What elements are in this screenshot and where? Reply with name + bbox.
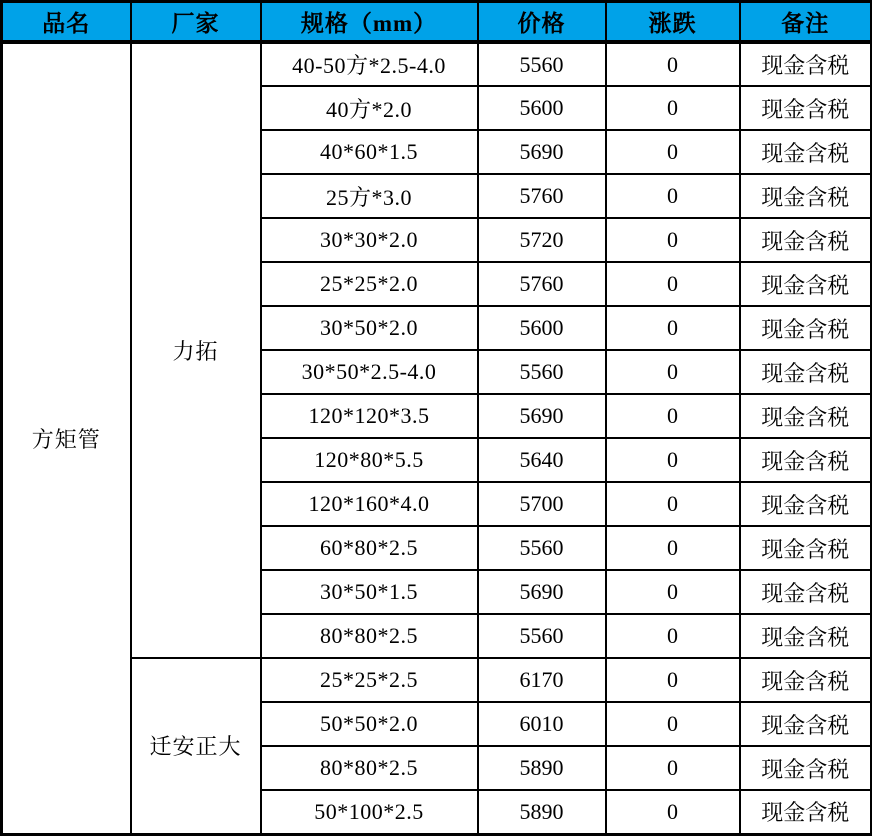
cell-change: 0 xyxy=(606,702,740,746)
cell-note: 现金含税 xyxy=(740,526,872,570)
cell-spec: 80*80*2.5 xyxy=(261,746,478,790)
cell-change: 0 xyxy=(606,350,740,394)
cell-note: 现金含税 xyxy=(740,350,872,394)
col-header-product: 品名 xyxy=(2,2,131,43)
col-header-note: 备注 xyxy=(740,2,872,43)
cell-price: 5600 xyxy=(478,86,606,130)
col-header-price: 价格 xyxy=(478,2,606,43)
cell-note: 现金含税 xyxy=(740,702,872,746)
cell-change: 0 xyxy=(606,570,740,614)
cell-price: 5690 xyxy=(478,570,606,614)
cell-change: 0 xyxy=(606,42,740,86)
cell-note: 现金含税 xyxy=(740,86,872,130)
cell-price: 5720 xyxy=(478,218,606,262)
cell-product: 方矩管 xyxy=(2,42,131,834)
cell-change: 0 xyxy=(606,614,740,658)
cell-manufacturer-qiananzhengda: 迁安正大 xyxy=(131,658,261,834)
cell-change: 0 xyxy=(606,438,740,482)
cell-note: 现金含税 xyxy=(740,42,872,86)
cell-price: 5560 xyxy=(478,350,606,394)
cell-price: 5700 xyxy=(478,482,606,526)
cell-change: 0 xyxy=(606,746,740,790)
cell-spec: 25*25*2.5 xyxy=(261,658,478,702)
cell-note: 现金含税 xyxy=(740,790,872,834)
cell-price: 5560 xyxy=(478,526,606,570)
cell-note: 现金含税 xyxy=(740,262,872,306)
cell-change: 0 xyxy=(606,658,740,702)
cell-spec: 30*50*2.0 xyxy=(261,306,478,350)
cell-note: 现金含税 xyxy=(740,746,872,790)
cell-spec: 120*160*4.0 xyxy=(261,482,478,526)
cell-price: 5890 xyxy=(478,790,606,834)
cell-price: 5560 xyxy=(478,614,606,658)
cell-spec: 60*80*2.5 xyxy=(261,526,478,570)
table-row xyxy=(2,42,872,86)
cell-change: 0 xyxy=(606,526,740,570)
cell-change: 0 xyxy=(606,790,740,834)
cell-spec: 40方*2.0 xyxy=(261,86,478,130)
cell-change: 0 xyxy=(606,130,740,174)
cell-note: 现金含税 xyxy=(740,482,872,526)
cell-spec: 30*50*1.5 xyxy=(261,570,478,614)
col-header-spec: 规格（mm） xyxy=(261,2,478,43)
cell-price: 5640 xyxy=(478,438,606,482)
cell-change: 0 xyxy=(606,86,740,130)
cell-change: 0 xyxy=(606,306,740,350)
cell-change: 0 xyxy=(606,218,740,262)
col-header-manufacturer: 厂家 xyxy=(131,2,261,43)
cell-spec: 40*60*1.5 xyxy=(261,130,478,174)
cell-spec: 25*25*2.0 xyxy=(261,262,478,306)
cell-price: 5760 xyxy=(478,262,606,306)
cell-spec: 30*50*2.5-4.0 xyxy=(261,350,478,394)
cell-note: 现金含税 xyxy=(740,438,872,482)
cell-price: 6170 xyxy=(478,658,606,702)
table-row xyxy=(2,658,872,702)
cell-manufacturer-litu: 力拓 xyxy=(131,42,261,658)
table-header-row xyxy=(2,2,872,43)
cell-price: 5560 xyxy=(478,42,606,86)
cell-spec: 25方*3.0 xyxy=(261,174,478,218)
cell-price: 5600 xyxy=(478,306,606,350)
cell-note: 现金含税 xyxy=(740,394,872,438)
cell-price: 5890 xyxy=(478,746,606,790)
cell-price: 5690 xyxy=(478,394,606,438)
cell-spec: 50*100*2.5 xyxy=(261,790,478,834)
cell-note: 现金含税 xyxy=(740,570,872,614)
cell-spec: 120*120*3.5 xyxy=(261,394,478,438)
cell-spec: 40-50方*2.5-4.0 xyxy=(261,42,478,86)
cell-note: 现金含税 xyxy=(740,658,872,702)
cell-note: 现金含税 xyxy=(740,130,872,174)
cell-note: 现金含税 xyxy=(740,174,872,218)
cell-price: 6010 xyxy=(478,702,606,746)
cell-note: 现金含税 xyxy=(740,614,872,658)
cell-note: 现金含税 xyxy=(740,218,872,262)
cell-change: 0 xyxy=(606,482,740,526)
cell-spec: 50*50*2.0 xyxy=(261,702,478,746)
col-header-change: 涨跌 xyxy=(606,2,740,43)
cell-spec: 30*30*2.0 xyxy=(261,218,478,262)
cell-spec: 120*80*5.5 xyxy=(261,438,478,482)
cell-note: 现金含税 xyxy=(740,306,872,350)
cell-change: 0 xyxy=(606,262,740,306)
cell-change: 0 xyxy=(606,174,740,218)
cell-change: 0 xyxy=(606,394,740,438)
cell-price: 5760 xyxy=(478,174,606,218)
cell-price: 5690 xyxy=(478,130,606,174)
cell-spec: 80*80*2.5 xyxy=(261,614,478,658)
